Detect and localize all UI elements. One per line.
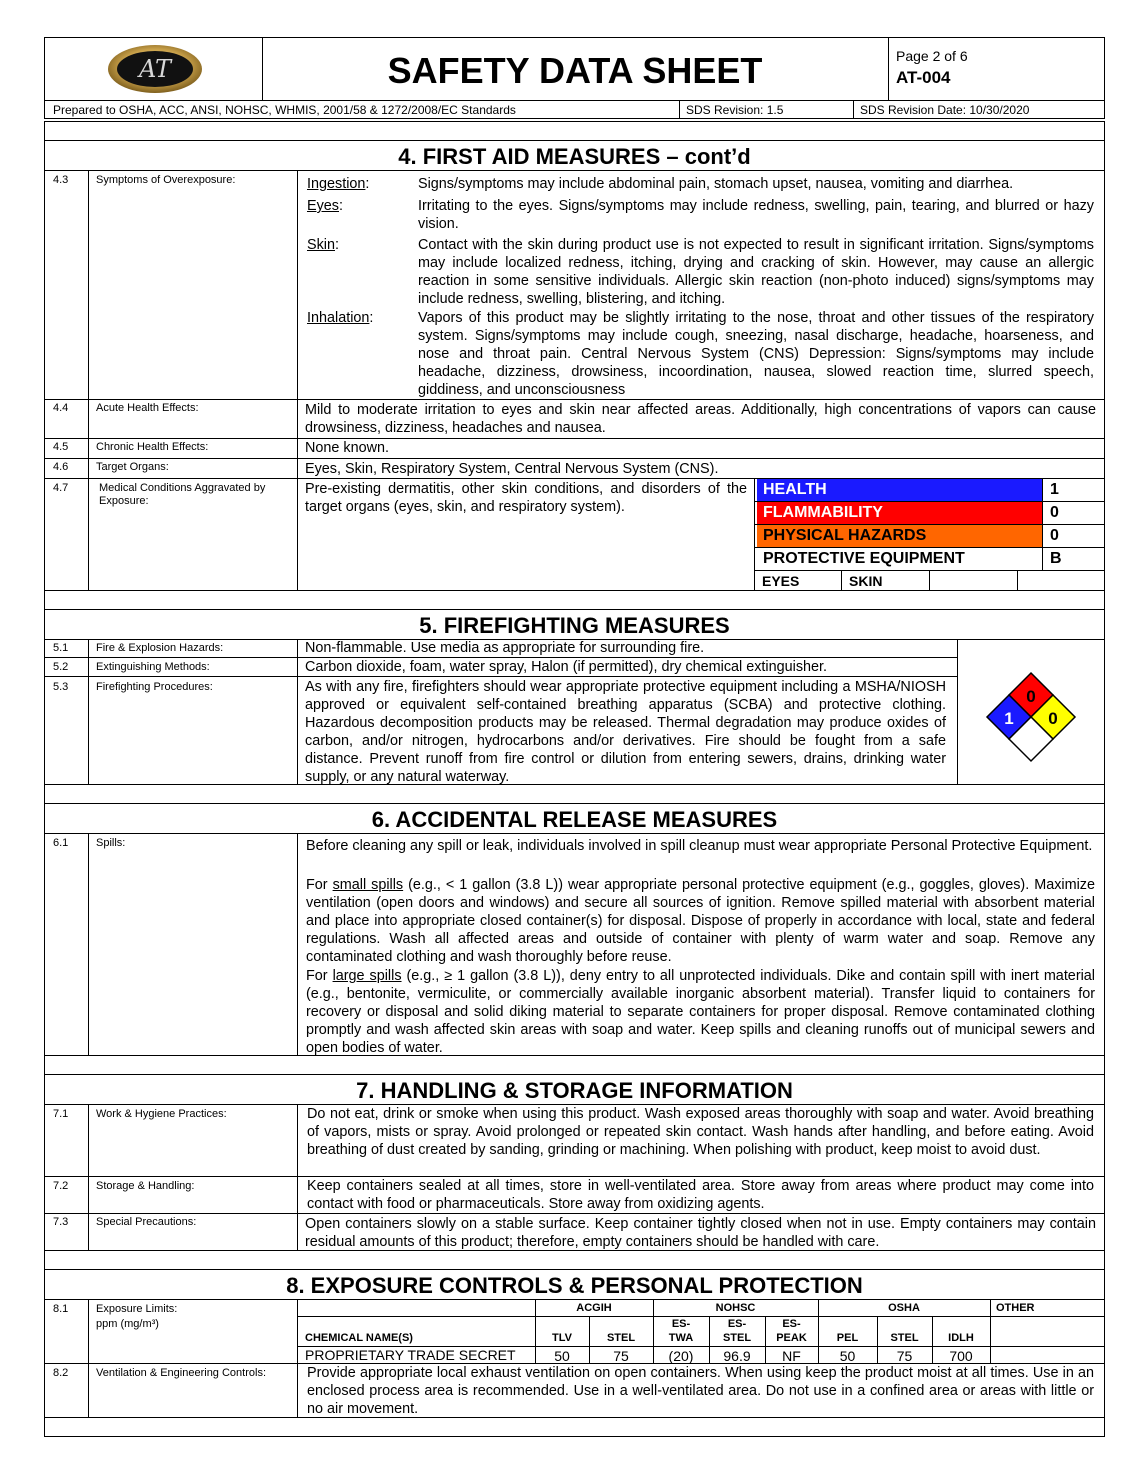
prepared-standards: Prepared to OSHA, ACC, ANSI, NOHSC, WHMIS, 2001/58 & 1272/2008/EC Standards xyxy=(53,103,516,117)
row-5-1-text: Non-flammable. Use media as appropriate for surrounding fire. xyxy=(305,640,705,656)
nfpa-diamond xyxy=(983,669,1079,765)
row-7-1-label: Work & Hygiene Practices: xyxy=(96,1108,227,1120)
row-7-3-text: Open containers slowly on a stable surface. Keep container tightly closed when not in use. Empty containers may contain residual amounts of this product; therefore, empty containers should be handled with care. xyxy=(305,1216,1096,1250)
row-4-4-text: Mild to moderate irritation to eyes and skin near affected areas. Additionally, high concentrations of vapors can cause drowsiness, dizziness, headaches and nausea. xyxy=(305,402,1096,436)
row-4-3-num: 4.3 xyxy=(53,174,69,186)
hmis-eyes: EYES xyxy=(762,573,800,589)
group-acgih: ACGIH xyxy=(576,1302,612,1314)
col-es-peak-top: ES- xyxy=(782,1318,801,1330)
section-7-title: 7. HANDLING & STORAGE INFORMATION xyxy=(356,1078,793,1103)
row-5-1-label: Fire & Explosion Hazards: xyxy=(96,642,224,654)
row-8-2-num: 8.2 xyxy=(53,1367,69,1379)
row-5-1-num: 5.1 xyxy=(53,642,69,654)
col-es-stel-top: ES- xyxy=(727,1318,747,1330)
row-7-3-num: 7.3 xyxy=(53,1216,69,1228)
col-idlh: IDLH xyxy=(948,1332,974,1344)
table-row-chemical: PROPRIETARY TRADE SECRET xyxy=(305,1347,516,1363)
row-8-2-text: Provide appropriate local exhaust ventilation on open containers. When using keep the product moist at all times. Use in an enclosed process area is recommended. Use in a well-ventilated area. Do not use in a confined area or areas with little or no air movement. xyxy=(307,1365,1094,1417)
row-8-1-num: 8.1 xyxy=(53,1303,69,1315)
row-7-1-num: 7.1 xyxy=(53,1108,69,1120)
hmis-health-value: 1 xyxy=(1050,481,1059,498)
row-7-2-num: 7.2 xyxy=(53,1180,69,1192)
page-number: Page 2 of 6 xyxy=(896,48,968,64)
value-tlv: 50 xyxy=(554,1348,570,1364)
ingestion-label: Ingestion: xyxy=(307,176,370,192)
chemical-name-header: CHEMICAL NAME(S) xyxy=(305,1332,413,1344)
row-5-2-label: Extinguishing Methods: xyxy=(96,661,210,673)
section-5-title: 5. FIREFIGHTING MEASURES xyxy=(419,613,730,638)
col-es-twa-top: ES- xyxy=(671,1318,691,1330)
hmis-flammability-value: 0 xyxy=(1050,504,1059,521)
section-8-title: 8. EXPOSURE CONTROLS & PERSONAL PROTECTION xyxy=(286,1273,863,1298)
hmis-protective-value: B xyxy=(1050,550,1062,567)
hmis-protective-bar: PROTECTIVE EQUIPMENT xyxy=(763,550,965,567)
company-logo xyxy=(106,43,204,95)
group-nohsc: NOHSC xyxy=(715,1302,756,1314)
row-4-4-num: 4.4 xyxy=(53,402,69,414)
row-4-6-text: Eyes, Skin, Respiratory System, Central Nervous System (CNS). xyxy=(305,461,719,477)
eyes-text: Irritating to the eyes. Signs/symptoms may include redness, swelling, pain, tearing, and blurred or hazy vision. xyxy=(418,198,1094,232)
inhalation-text: Vapors of this product may be slightly irritating to the nose, throat and other tissues of the respiratory system. Signs/symptoms may include cough, sneezing, nasal discharge, headache, hoarseness, and nose and throat pain. Central Nervous System (CNS) Depression: Signs/symptoms may include headache, dizziness, drowsiness, incoordination, nausea, slowed reaction time, slurred speech, giddiness, and unconsciousness xyxy=(418,310,1094,398)
svg-text:0: 0 xyxy=(1048,709,1058,728)
row-5-2-num: 5.2 xyxy=(53,661,69,673)
row-4-4-label: Acute Health Effects: xyxy=(96,402,199,414)
col-osha-stel: STEL xyxy=(890,1332,919,1344)
row-4-5-label: Chronic Health Effects: xyxy=(96,441,209,453)
hmis-physical-value: 0 xyxy=(1050,527,1059,544)
value-osha-stel: 75 xyxy=(896,1348,913,1364)
hmis-skin: SKIN xyxy=(849,573,883,589)
row-6-1-num: 6.1 xyxy=(53,837,69,849)
value-es-twa: (20) xyxy=(668,1348,694,1364)
col-es-twa: TWA xyxy=(668,1332,694,1344)
row-4-6-label: Target Organs: xyxy=(96,461,169,473)
row-4-7-text: Pre-existing dermatitis, other skin conditions, and disorders of the target organs (eyes, skin, and respiratory system). xyxy=(305,481,747,515)
col-tlv: TLV xyxy=(552,1332,572,1344)
row-8-1-units: ppm (mg/m³) xyxy=(96,1318,159,1330)
spills-p1: Before cleaning any spill or leak, individuals involved in spill cleanup must wear appropriate Personal Protective Equipment. xyxy=(306,838,1093,854)
inhalation-label: Inhalation: xyxy=(307,310,374,326)
skin-label: Skin: xyxy=(307,237,339,253)
row-4-7-num: 4.7 xyxy=(53,482,69,494)
svg-text:0: 0 xyxy=(1026,687,1036,706)
row-7-2-text: Keep containers sealed at all times, store in well-ventilated area. Store away from areas where product may come into contact with food or pharmaceuticals. Store away from oxidizing agents. xyxy=(307,1178,1094,1212)
col-es-peak: PEAK xyxy=(776,1332,807,1344)
col-stel: STEL xyxy=(606,1332,636,1344)
spills-p2: For small spills (e.g., < 1 gallon (3.8 L)) wear appropriate personal protective equipment (e.g., goggles, gloves). Maximize ventilation (open doors and windows) and secure all sources of ignition. Remove spilled material with absorbent material and place into appropriate closed container(s) for disposal. Dispose of properly in accordance with local, state and federal regulations. Wash all affected areas and outside of container with plenty of warm water and soap. Remove any contaminated clothing and wash thoroughly before reuse. xyxy=(306,877,1095,965)
skin-text: Contact with the skin during product use is not expected to result in significant irritation. Signs/symptoms may include localized redness, itching, drying and cracking of skin. However, may cause an allergic reaction in some sensitive individuals. Allergic skin reaction (non-photo induced) signs/symptoms may include redness, swelling, blistering, and itching. xyxy=(418,237,1094,307)
value-idlh: 700 xyxy=(949,1348,973,1364)
row-4-3-label: Symptoms of Overexposure: xyxy=(96,174,236,186)
value-stel: 75 xyxy=(613,1348,629,1364)
doc-title: SAFETY DATA SHEET xyxy=(387,50,763,91)
value-es-peak: NF xyxy=(782,1348,801,1364)
group-osha: OSHA xyxy=(888,1302,920,1314)
hmis-physical-bar: PHYSICAL HAZARDS xyxy=(757,525,1042,547)
row-6-1-label: Spills: xyxy=(96,837,126,849)
svg-text:1: 1 xyxy=(1004,709,1014,728)
col-es-stel: STEL xyxy=(722,1332,752,1344)
row-5-3-num: 5.3 xyxy=(53,681,69,693)
row-8-2-label: Ventilation & Engineering Controls: xyxy=(96,1367,266,1379)
row-7-3-label: Special Precautions: xyxy=(96,1216,197,1228)
spills-p3: For large spills (e.g., ≥ 1 gallon (3.8 L)), deny entry to all unprotected individuals. Dike and contain spill with inert material (e.g., bentonite, vermiculite, or commercially available inorganic absorbent material). Transfer liquid to containers for recovery or disposal and solid diking material to separate containers for proper disposal. Remove contaminated clothing promptly and wash affected skin areas with soap and water. Keep spills and cleaning runoffs out of municipal sewers and open bodies of water. xyxy=(306,968,1096,1056)
row-8-1-label: Exposure Limits: xyxy=(96,1303,178,1315)
row-5-2-text: Carbon dioxide, foam, water spray, Halon (if permitted), dry chemical extinguisher. xyxy=(305,659,828,675)
ingestion-text: Signs/symptoms may include abdominal pain, stomach upset, nausea, vomiting and diarrhea. xyxy=(418,176,1014,192)
hmis-flammability-bar: FLAMMABILITY xyxy=(757,502,1042,524)
row-4-5-text: None known. xyxy=(305,440,389,456)
hmis-health-bar: HEALTH xyxy=(757,479,1042,501)
doc-id: AT-004 xyxy=(896,68,951,87)
value-es-stel: 96.9 xyxy=(723,1348,751,1364)
row-7-1-text: Do not eat, drink or smoke when using this product. Wash exposed areas thoroughly with soap and water. Avoid breathing of vapors, mists or spray. Avoid prolonged or repeated skin contact. Wash hands after handling, and before eating. Avoid breathing of dust created by sanding, grinding or machining. When polishing with product, keep moist to avoid dust. xyxy=(307,1106,1094,1158)
col-pel: PEL xyxy=(836,1332,859,1344)
row-7-2-label: Storage & Handling: xyxy=(96,1180,195,1192)
sds-revision: SDS Revision: 1.5 xyxy=(686,103,784,117)
value-pel: 50 xyxy=(839,1348,856,1364)
row-4-6-num: 4.6 xyxy=(53,461,69,473)
svg-text:AT: AT xyxy=(138,55,172,83)
section-6-title: 6. ACCIDENTAL RELEASE MEASURES xyxy=(371,807,778,832)
section-4-title: 4. FIRST AID MEASURES – cont’d xyxy=(398,144,751,169)
group-other: OTHER xyxy=(996,1302,1035,1314)
row-5-3-text: As with any fire, firefighters should wear appropriate protective equipment including a MSHA/NIOSH approved or equivalent self-contained breathing apparatus (SCBA) and protective clothing. Hazardous decomposition products may be released. Thermal degradation may produce oxides of carbon, and/or nitrogen, hydrocarbons and/or derivatives. Fire should be fought from a safe distance. Prevent runoff from fire control or dilution from entering sewers, drains, drinking water supply, or any natural waterway. xyxy=(305,679,946,785)
row-4-5-num: 4.5 xyxy=(53,441,69,453)
eyes-label: Eyes: xyxy=(307,198,343,214)
row-5-3-label: Firefighting Procedures: xyxy=(96,681,213,693)
row-4-7-label: Medical Conditions Aggravated by Exposure: xyxy=(99,482,266,507)
sds-revision-date: SDS Revision Date: 10/30/2020 xyxy=(860,103,1030,117)
